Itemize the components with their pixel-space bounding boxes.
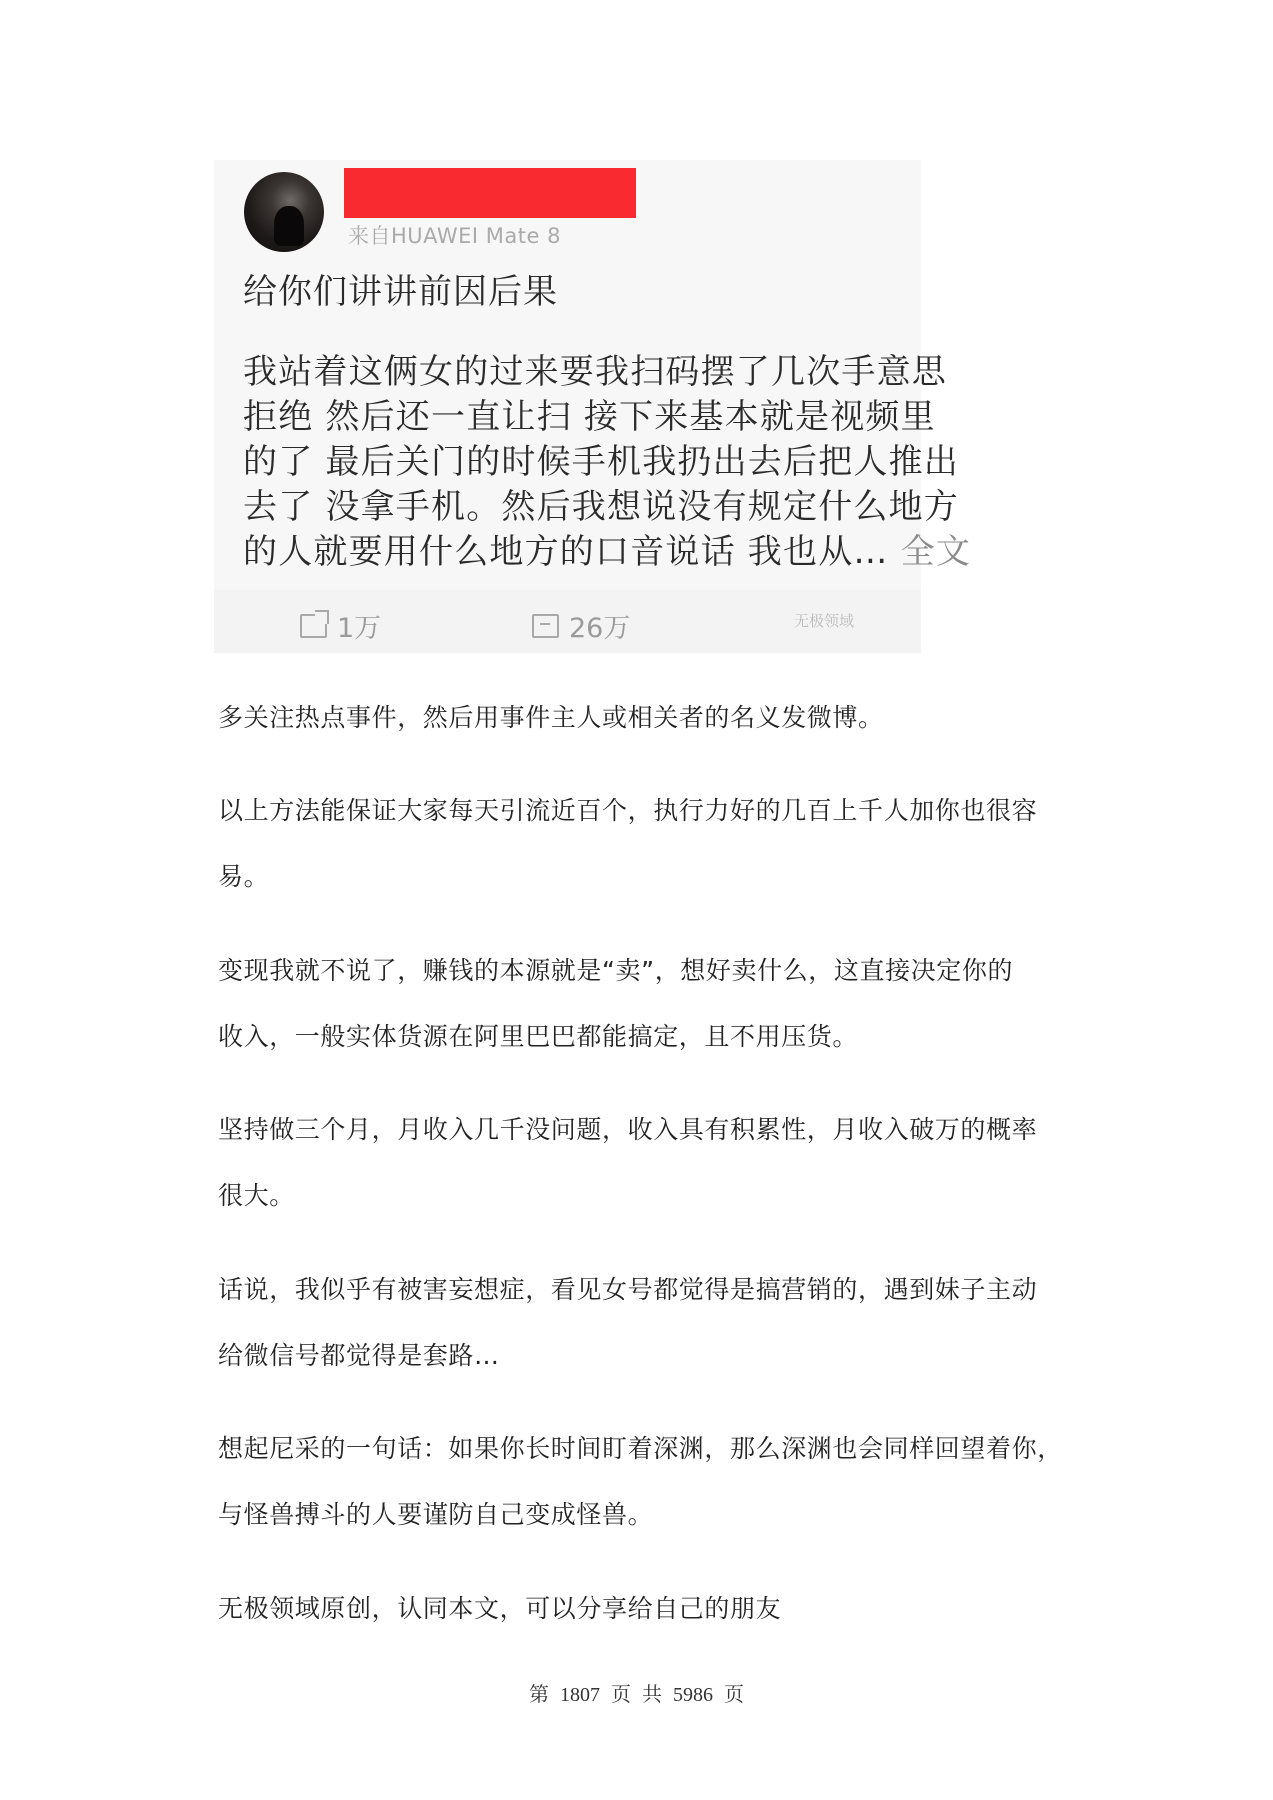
paragraph-line: 无极领域原创，认同本文，可以分享给自己的朋友 xyxy=(218,1594,782,1623)
paragraph xyxy=(218,1257,1068,1389)
paragraph-line: 很大。 xyxy=(218,1181,295,1210)
post-body-line: 去了 没拿手机。然后我想说没有规定什么地方 xyxy=(243,487,960,527)
embedded-post-screenshot xyxy=(214,160,972,653)
repost-icon xyxy=(300,614,327,638)
paragraph-line: 收入，一般实体货源在阿里巴巴都能搞定，且不用压货。 xyxy=(218,1022,859,1051)
post-action-bar xyxy=(214,590,921,653)
comment-button[interactable] xyxy=(532,606,630,645)
username-redaction xyxy=(344,168,636,218)
repost-button[interactable] xyxy=(300,606,381,645)
paragraph-line: 想起尼采的一句话：如果你长时间盯着深渊，那么深渊也会同样回望着你， xyxy=(218,1434,1063,1463)
paragraph xyxy=(218,1576,1068,1642)
paragraph xyxy=(218,938,1068,1070)
post-body-line: 拒绝 然后还一直让扫 接下来基本就是视频里 xyxy=(243,397,936,437)
post-body-line: 的了 最后关门的时候手机我扔出去后把人推出 xyxy=(243,442,960,482)
paragraph-line: 话说，我似乎有被害妄想症，看见女号都觉得是搞营销的，遇到妹子主动 xyxy=(218,1275,1038,1304)
paragraph-line: 以上方法能保证大家每天引流近百个，执行力好的几百上千人加你也很容 xyxy=(218,796,1038,825)
post-body-line: 我站着这俩女的过来要我扫码摆了几次手意思 xyxy=(243,352,947,392)
post-body xyxy=(243,350,972,575)
paragraph-line: 与怪兽搏斗的人要谨防自己变成怪兽。 xyxy=(218,1500,654,1529)
paragraph xyxy=(218,1416,1068,1548)
paragraph-line: 变现我就不说了，赚钱的本源就是“卖”，想好卖什么，这直接决定你的 xyxy=(218,956,1014,985)
post-body-line: 的人就要用什么地方的口音说话 我也从… xyxy=(243,532,889,572)
page-footer: 第 1807 页 共 5986 页 xyxy=(529,1684,744,1706)
paragraph xyxy=(218,778,1068,910)
post-body-line-last xyxy=(243,530,972,575)
full-text-link[interactable]: 全文 xyxy=(900,532,972,572)
paragraph xyxy=(218,685,1068,751)
paragraph xyxy=(218,1097,1068,1229)
watermark: 无极领域 xyxy=(794,612,855,630)
comment-icon xyxy=(532,614,559,638)
paragraph-line: 易。 xyxy=(218,862,270,891)
paragraph-line: 给微信号都觉得是套路… xyxy=(218,1341,500,1370)
comment-count: 26万 xyxy=(569,613,631,644)
paragraph-line: 坚持做三个月，月收入几千没问题，收入具有积累性，月收入破万的概率 xyxy=(218,1115,1038,1144)
post-source: 来自HUAWEI Mate 8 xyxy=(348,224,561,248)
paragraph-line: 多关注热点事件，然后用事件主人或相关者的名义发微博。 xyxy=(218,703,884,732)
avatar xyxy=(244,172,324,252)
post-title: 给你们讲讲前因后果 xyxy=(243,272,558,312)
repost-count: 1万 xyxy=(337,613,382,644)
